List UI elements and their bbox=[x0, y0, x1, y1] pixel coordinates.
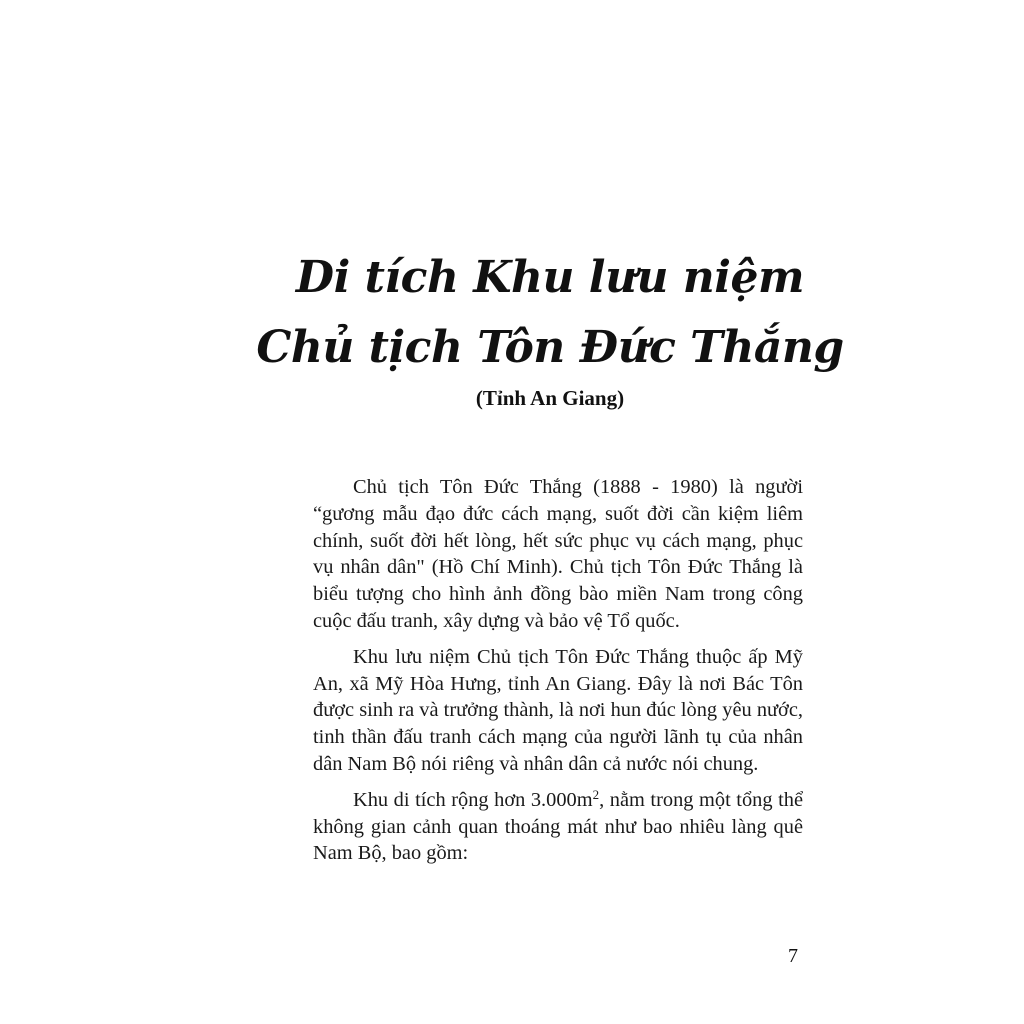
paragraph-3 bbox=[313, 787, 803, 867]
page-number: 7 bbox=[788, 945, 798, 967]
title-line-1: Di tích Khu lưu niệm bbox=[295, 252, 805, 303]
paragraph-2: Khu lưu niệm Chủ tịch Tôn Đức Thắng thuộc ấp Mỹ An, xã Mỹ Hòa Hưng, tỉnh An Giang. Đây là nơi Bác Tôn được sinh ra và trưởng thành, là nơi hun đúc lòng yêu nước, tinh thần đấu tranh cách mạng của người lãnh tụ của nhân dân Nam Bộ nói riêng và nhân dân cả nước nói chung. bbox=[313, 645, 803, 775]
title-line-2: Chủ tịch Tôn Đức Thắng bbox=[256, 322, 844, 373]
paragraph-3-start: Khu di tích rộng hơn 3.000m bbox=[353, 788, 593, 811]
subtitle: (Tỉnh An Giang) bbox=[475, 386, 625, 410]
superscript-2: 2 bbox=[592, 786, 600, 802]
body-text bbox=[313, 474, 803, 876]
paragraph-3-end: , nằm trong một tổng thể không gian cảnh quan thoáng mát như bao nhiêu làng quê Nam Bộ, bao gồm: bbox=[313, 788, 803, 865]
paragraph-1: Chủ tịch Tôn Đức Thắng (1888 - 1980) là người “gương mẫu đạo đức cách mạng, suốt đời cần kiệm liêm chính, suốt đời hết lòng, hết sức phục vụ cách mạng, phục vụ nhân dân" (Hồ Chí Minh). Chủ tịch Tôn Đức Thắng là biểu tượng cho hình ảnh đồng bào miền Nam trong công cuộc đấu tranh, xây dựng và bảo vệ Tổ quốc. bbox=[313, 476, 803, 632]
